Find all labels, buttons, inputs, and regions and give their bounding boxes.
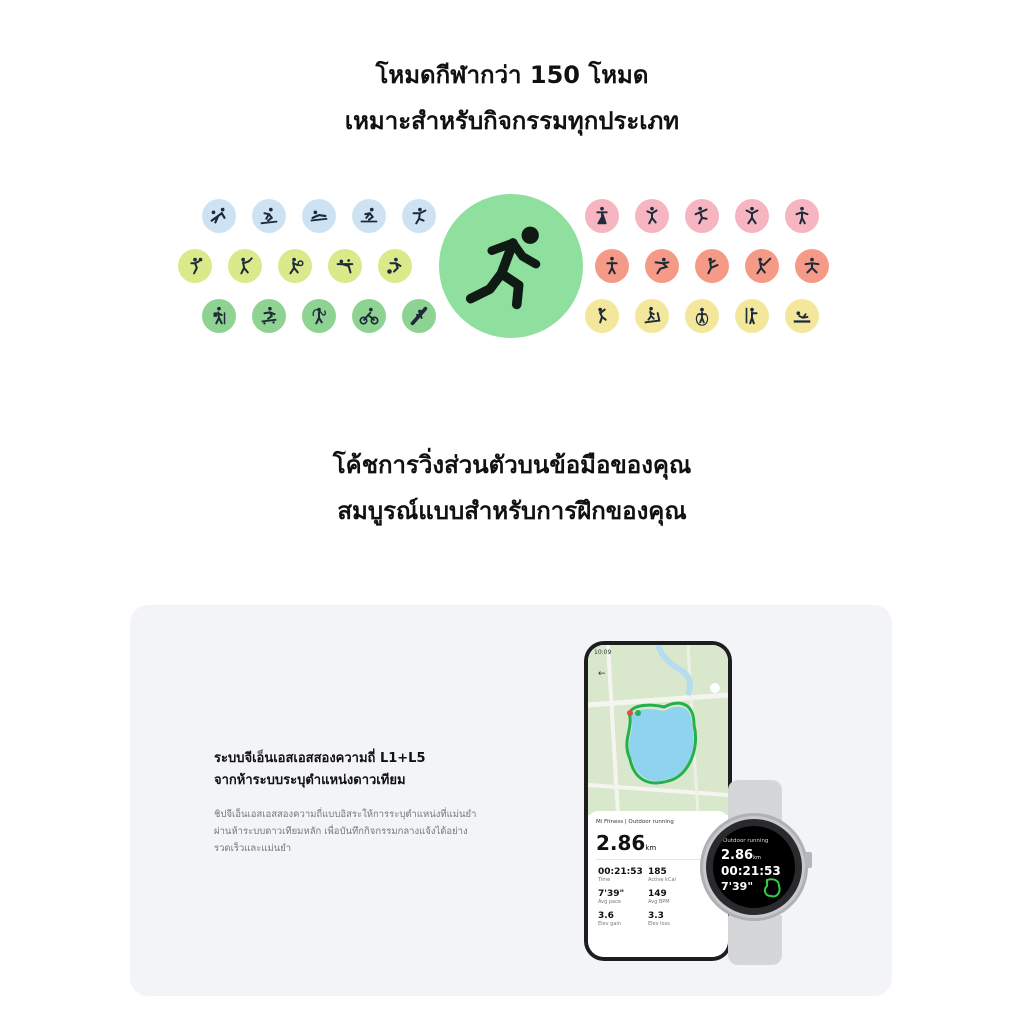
- figure-skating-icon: [402, 199, 436, 233]
- tennis-icon: [278, 249, 312, 283]
- zumba-icon: [785, 199, 819, 233]
- volleyball-icon: [202, 199, 236, 233]
- street-dance-icon: [685, 199, 719, 233]
- climbing-icon: [585, 299, 619, 333]
- watch-route-icon: [761, 876, 785, 900]
- sled-icon: [302, 199, 336, 233]
- watch-mode: Outdoor running: [723, 838, 769, 844]
- dance-icon: [635, 199, 669, 233]
- watch-distance: 2.86km: [721, 848, 761, 863]
- phone-distance-unit: km: [645, 844, 657, 852]
- kickboxing-icon: [595, 249, 629, 283]
- rhythmic-gymnastics-icon: [302, 299, 336, 333]
- watch-time: 00:21:53: [721, 864, 781, 878]
- surfing-icon: [402, 299, 436, 333]
- section-title-line1: โหมดกีฬากว่า 150 โหมด: [375, 61, 649, 89]
- aerobics-icon: [735, 199, 769, 233]
- watch-pace: 7'39": [721, 880, 754, 893]
- gps-title-line1: ระบบจีเอ็นเอสเอสสองความถี่ L1+L5: [214, 751, 426, 766]
- skateboard-icon: [252, 299, 286, 333]
- hiking-icon: [202, 299, 236, 333]
- back-arrow-icon[interactable]: ←: [598, 669, 606, 679]
- stat-bpm: 149 Avg BPM: [648, 889, 670, 905]
- soccer-icon: [378, 249, 412, 283]
- phone-status-time: 10:09: [594, 649, 612, 656]
- running-person-icon: [463, 218, 559, 314]
- martial-arts-icon: [645, 249, 679, 283]
- watch-strap-bottom: [728, 915, 782, 965]
- ballroom-dance-icon: [585, 199, 619, 233]
- stat-pace: 7'39" Avg pace: [598, 889, 625, 905]
- gps-desc-line2: ผ่านห้าระบบดาวเทียมหลัก เพื่อบันทึกกิจกรรมกลางแจ้งได้อย่าง: [214, 826, 468, 837]
- section-title-line2: เหมาะสำหรับกิจกรรมทุกประเภท: [344, 107, 680, 135]
- watch-crown[interactable]: [805, 852, 812, 868]
- app-label: Mi Fitness | Outdoor running: [596, 819, 674, 825]
- coach-title-line1: โค้ชการวิ่งส่วนตัวบนข้อมือของคุณ: [332, 451, 692, 479]
- snowboard-icon: [252, 199, 286, 233]
- running-hero-icon: [439, 194, 583, 338]
- phone-distance-value: 2.86: [596, 831, 646, 855]
- share-icon[interactable]: [710, 683, 720, 693]
- billiards-icon: [328, 249, 362, 283]
- strength-training-icon: [735, 299, 769, 333]
- smartwatch: [700, 780, 810, 965]
- stat-time: 00:21:53 Time: [598, 867, 643, 883]
- gps-title-line2: จากห้าระบบระบุตำแหน่งดาวเทียม: [214, 773, 406, 788]
- stat-kcal: 185 Active kCal: [648, 867, 676, 883]
- fencing-icon: [745, 249, 779, 283]
- cycling-icon: [352, 299, 386, 333]
- watch-display: [713, 826, 795, 908]
- gps-desc-line1: ชิปจีเอ็นเอสเอสสองความถี่แบบอิสระให้การระบุตำแหน่งที่แม่นยำ: [214, 809, 477, 820]
- cricket-icon: [228, 249, 262, 283]
- stat-elev-loss: 3.3 Elev loss: [648, 911, 670, 927]
- skiing-icon: [352, 199, 386, 233]
- gps-feature-title: [214, 748, 514, 792]
- treadmill-icon: [635, 299, 669, 333]
- karate-icon: [695, 249, 729, 283]
- gps-desc-line3: รวดเร็วและแม่นยำ: [214, 843, 292, 854]
- handball-icon: [178, 249, 212, 283]
- coach-title-line2: สมบูรณ์แบบสำหรับการฝึกของคุณ: [337, 497, 687, 525]
- phone-distance: [596, 831, 656, 855]
- rowing-machine-icon: [785, 299, 819, 333]
- jump-rope-icon: [685, 299, 719, 333]
- stat-elev-gain: 3.6 Elev gain: [598, 911, 621, 927]
- taekwondo-icon: [795, 249, 829, 283]
- gps-feature-description: [214, 806, 504, 857]
